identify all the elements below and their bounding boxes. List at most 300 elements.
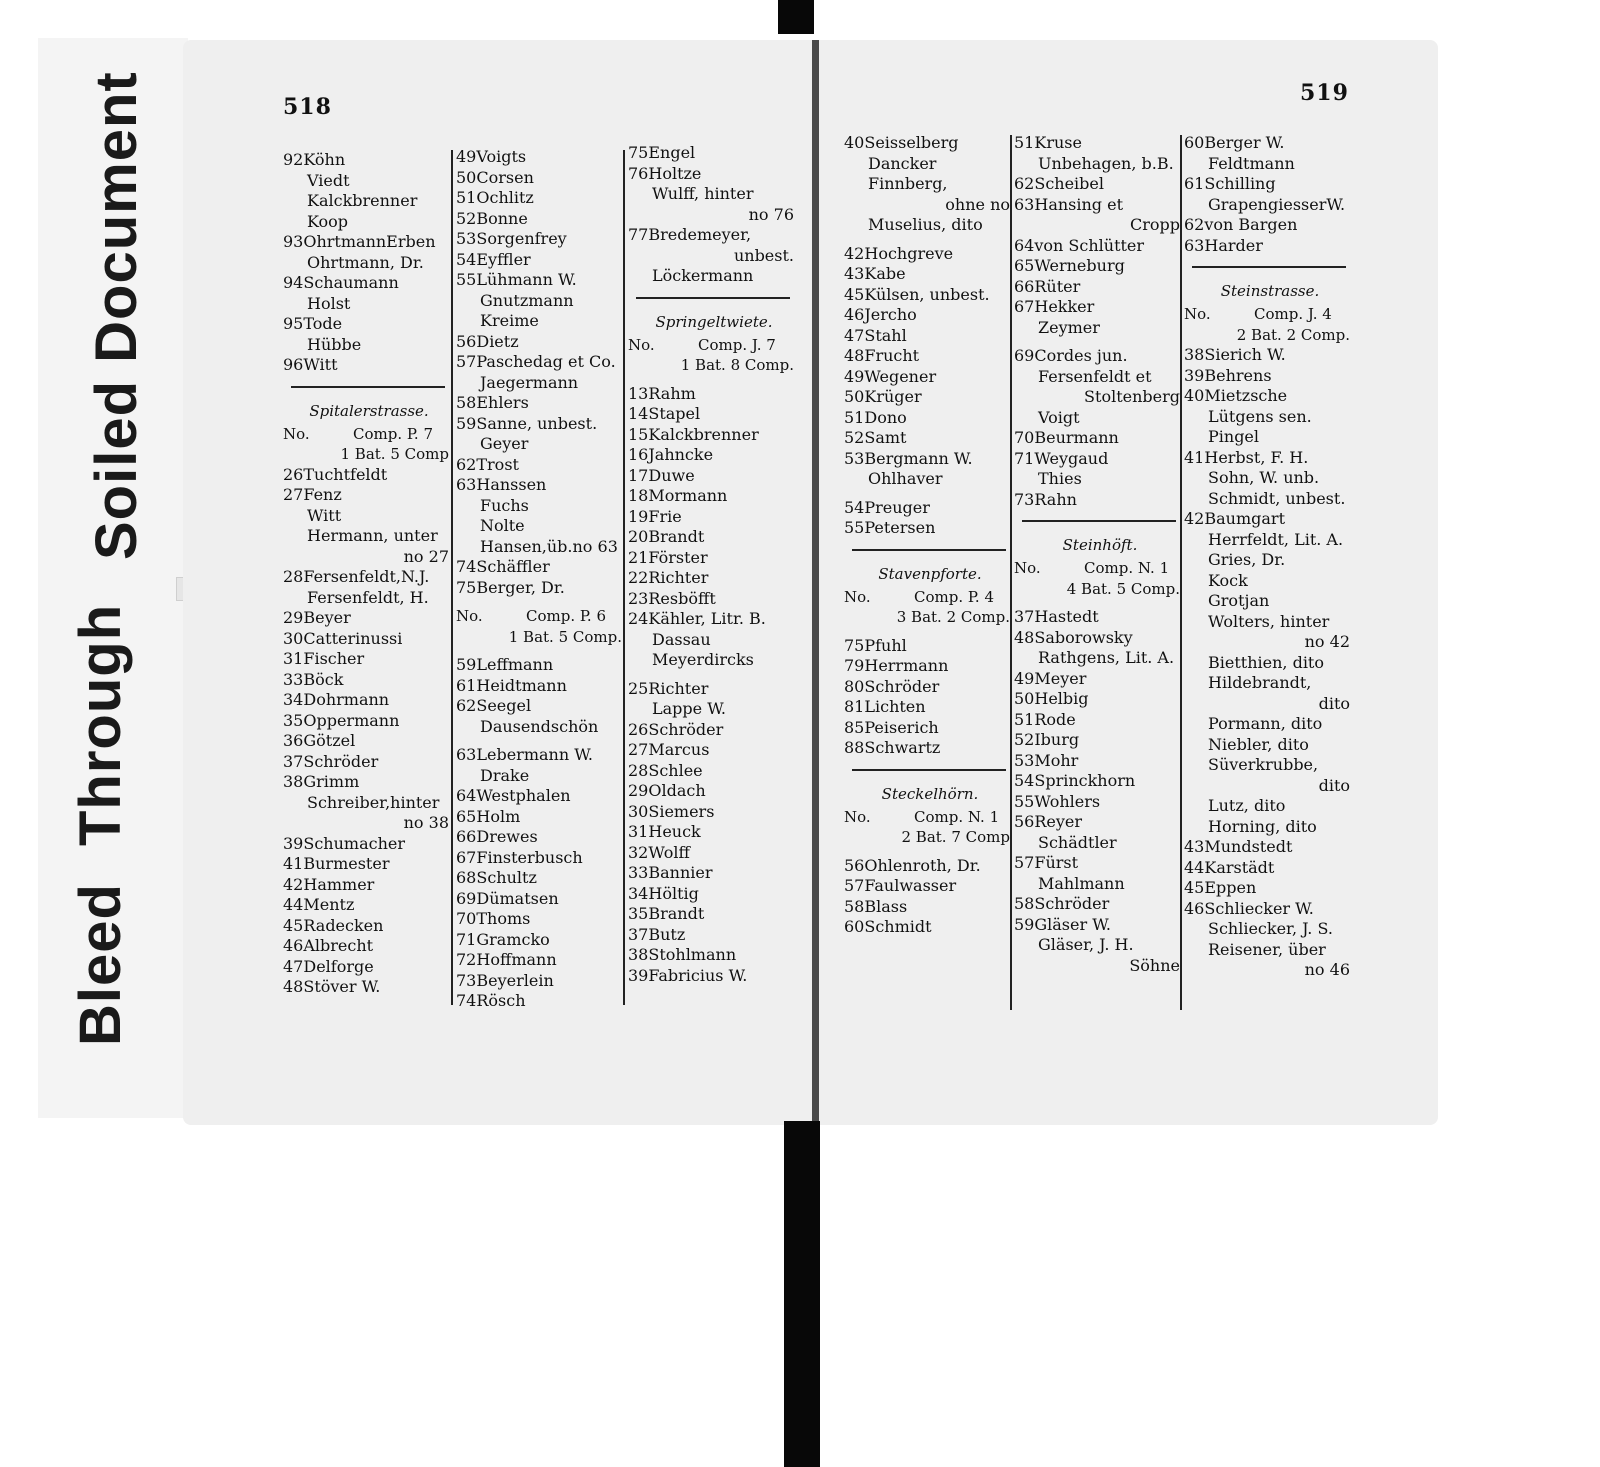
house-number: 65	[1014, 256, 1035, 275]
resident-name: Gläser W.	[1034, 914, 1111, 934]
street-heading: Springeltwiete.	[655, 312, 773, 331]
resident-name: Lichten	[864, 697, 926, 716]
resident-name: Baumgart	[1204, 509, 1285, 528]
house-entry	[1184, 345, 1356, 366]
resident-name: Heuck	[648, 822, 701, 841]
house-entry	[1014, 236, 1186, 257]
resident-name: Schliecker W.	[1204, 898, 1314, 918]
resident-name: Peiserich	[864, 717, 939, 737]
house-entry	[456, 655, 628, 676]
company-no-label: No.	[283, 424, 310, 443]
house-number: 49	[844, 366, 865, 386]
resident-entry: Sohn, W. unb.	[1208, 468, 1320, 487]
company-no-label: No.	[1184, 305, 1211, 323]
house-number: 57	[1014, 853, 1035, 872]
resident-name: Preuger	[864, 497, 930, 517]
house-entry	[456, 147, 628, 168]
resident-name: Berger, Dr.	[476, 577, 565, 597]
resident-name: Bredemeyer,	[648, 225, 752, 244]
house-number: 62	[1014, 174, 1035, 193]
house-number: 65	[456, 806, 477, 826]
house-entry	[456, 909, 628, 930]
resident-name: Engel	[648, 143, 696, 162]
resident-entry: Thies	[1038, 469, 1082, 488]
resident-name: Höltig	[648, 883, 699, 903]
house-entry	[283, 273, 455, 294]
house-entry	[628, 863, 800, 884]
house-entry	[1184, 236, 1356, 257]
resident-entry: Holst	[307, 293, 351, 313]
spacer	[844, 848, 1016, 856]
resident-name: Grimm	[303, 772, 360, 791]
battalion-line: 4 Bat. 5 Comp.	[1066, 579, 1180, 598]
street-heading: Steinstrasse.	[1220, 282, 1320, 300]
section-divider	[1184, 256, 1356, 278]
battalion-line: 1 Bat. 8 Comp.	[680, 356, 794, 374]
house-number: 71	[1014, 448, 1035, 468]
house-entry	[283, 731, 455, 752]
house-entry	[844, 264, 1016, 285]
resident-name: Schröder	[648, 719, 724, 739]
company-line	[283, 424, 455, 445]
resident-name: Kruse	[1034, 133, 1082, 152]
resident-entry: Grotjan	[1208, 591, 1270, 610]
house-entry	[1014, 346, 1186, 367]
house-entry	[283, 649, 455, 670]
house-entry	[844, 305, 1016, 326]
battalion-line: 1 Bat. 5 Comp	[340, 445, 449, 463]
resident-name: Böck	[303, 669, 344, 689]
house-entry	[628, 507, 800, 528]
house-entry	[844, 346, 1016, 367]
house-number: 69	[1014, 346, 1035, 365]
resident-name: Schröder	[864, 676, 940, 696]
resident-entry: Mahlmann	[1038, 873, 1125, 893]
house-number: 24	[628, 609, 649, 628]
resident-entry: Witt	[307, 505, 342, 525]
resident-name: Holm	[476, 806, 521, 826]
house-number: 52	[456, 208, 477, 228]
house-number: 33	[628, 863, 649, 882]
company-code: Comp. J. 4	[1254, 305, 1332, 323]
resident-entry: Gläser, J. H.	[1038, 935, 1134, 954]
company-line	[844, 807, 1016, 828]
house-number: 61	[456, 675, 477, 695]
house-number: 52	[844, 428, 865, 447]
house-entry	[1014, 297, 1186, 318]
resident-name: Bonne	[476, 208, 528, 228]
house-entry	[628, 761, 800, 782]
house-number: 75	[456, 577, 477, 597]
resident-name: Ehlers	[476, 393, 529, 412]
house-number: 27	[628, 740, 649, 759]
house-number: 70	[456, 909, 477, 928]
house-entry	[628, 548, 800, 569]
resident-name: Werneburg	[1034, 256, 1125, 275]
resident-entry: Meyerdircks	[652, 650, 754, 669]
resident-name: Schröder	[1034, 894, 1110, 913]
house-entry	[628, 822, 800, 843]
resident-entry: Geyer	[480, 434, 529, 453]
house-entry	[456, 745, 628, 766]
resident-name: Thoms	[476, 909, 531, 928]
house-entry	[456, 848, 628, 869]
resident-name: Westphalen	[476, 786, 571, 805]
section-divider	[844, 759, 1016, 781]
house-number: 59	[1014, 914, 1035, 934]
house-number: 61	[1184, 174, 1205, 193]
house-number: 60	[844, 917, 865, 936]
house-entry	[628, 925, 800, 946]
resident-name: von Bargen	[1204, 215, 1298, 234]
house-entry	[1014, 669, 1186, 690]
house-number: 51	[1014, 709, 1035, 729]
resident-name: Fabricius W.	[648, 965, 748, 985]
entry-continuation: Cropp	[1129, 215, 1180, 234]
house-entry	[1184, 133, 1356, 154]
label-bleed: Bleed	[68, 883, 133, 1046]
entry-continuation: dito	[1318, 775, 1350, 795]
resident-name: Behrens	[1204, 365, 1272, 385]
resident-name: Schmidt	[864, 917, 932, 936]
resident-name: Voigts	[476, 147, 527, 166]
resident-entry: Bietthien, dito	[1208, 652, 1324, 672]
house-number: 47	[283, 956, 304, 976]
house-entry	[283, 916, 455, 937]
house-entry	[283, 465, 455, 486]
house-entry	[1014, 628, 1186, 649]
resident-name: Bergmann W.	[864, 448, 973, 468]
house-number: 55	[1014, 791, 1035, 811]
resident-name: Rüter	[1034, 276, 1081, 296]
house-number: 56	[456, 331, 477, 351]
resident-name: Mentz	[303, 895, 355, 914]
house-number: 52	[1014, 730, 1035, 749]
house-entry	[628, 384, 800, 405]
resident-name: Fersenfeldt,N.J.	[303, 567, 430, 586]
house-number: 40	[1184, 386, 1205, 405]
resident-name: Fischer	[303, 649, 365, 668]
house-number: 38	[628, 945, 649, 964]
house-entry	[844, 636, 1016, 657]
house-entry	[283, 711, 455, 732]
house-entry	[283, 977, 455, 998]
house-number: 94	[283, 273, 304, 292]
house-entry	[1014, 277, 1186, 298]
house-entry	[1014, 607, 1186, 628]
house-entry	[283, 752, 455, 773]
house-number: 77	[628, 225, 649, 244]
resident-name: Dietz	[476, 331, 519, 351]
house-entry	[844, 876, 1016, 897]
battalion-line: 1 Bat. 5 Comp.	[508, 627, 622, 646]
company-code: Comp. P. 4	[914, 587, 995, 606]
house-entry	[283, 150, 455, 171]
house-entry	[844, 518, 1016, 539]
house-number: 28	[283, 567, 304, 586]
resident-name: Delforge	[303, 956, 374, 976]
house-entry	[844, 367, 1016, 388]
house-entry	[628, 884, 800, 905]
house-entry	[844, 285, 1016, 306]
resident-name: Hanssen	[476, 475, 547, 494]
house-entry	[1014, 428, 1186, 449]
house-entry	[1014, 771, 1186, 792]
company-no-label: No.	[456, 607, 483, 625]
company-line	[1184, 304, 1356, 325]
house-number: 41	[1184, 447, 1205, 467]
spacer	[628, 376, 800, 384]
house-number: 63	[1184, 235, 1205, 255]
resident-entry: Nolte	[480, 516, 525, 535]
house-entry	[628, 945, 800, 966]
house-entry	[1014, 195, 1186, 216]
house-entry	[1014, 710, 1186, 731]
resident-entry: Hildebrandt,	[1208, 673, 1312, 692]
company-line	[844, 587, 1016, 608]
house-entry	[844, 656, 1016, 677]
resident-name: Iburg	[1034, 730, 1080, 749]
resident-name: Sierich W.	[1204, 345, 1286, 364]
resident-entry: Drake	[480, 765, 530, 785]
house-number: 53	[844, 448, 865, 468]
resident-entry: Herrfeldt, Lit. A.	[1208, 529, 1344, 549]
resident-name: Külsen, unbest.	[864, 284, 990, 304]
resident-name: Hansing et	[1034, 194, 1124, 214]
resident-entry: Kock	[1208, 570, 1248, 590]
spacer	[628, 671, 800, 679]
resident-name: Butz	[648, 924, 686, 944]
resident-entry: Kalckbrenner	[307, 191, 418, 210]
street-heading: Steinhöft.	[1062, 536, 1138, 554]
house-entry	[1184, 878, 1356, 899]
house-entry	[628, 589, 800, 610]
house-entry	[283, 875, 455, 896]
house-entry	[456, 270, 628, 291]
resident-name: OhrtmannErben	[303, 232, 436, 251]
house-number: 55	[456, 270, 477, 289]
spacer	[844, 628, 1016, 636]
resident-entry: Fersenfeldt, H.	[307, 587, 429, 607]
house-number: 37	[283, 751, 304, 771]
house-entry	[628, 802, 800, 823]
house-number: 58	[1014, 894, 1035, 913]
resident-name: Krüger	[864, 387, 922, 406]
house-number: 58	[456, 393, 477, 412]
resident-name: Eppen	[1204, 878, 1257, 897]
house-entry	[628, 966, 800, 987]
house-entry	[283, 232, 455, 253]
house-entry	[1014, 792, 1186, 813]
resident-entry: Pingel	[1208, 427, 1260, 446]
entry-continuation: no 46	[1304, 960, 1350, 979]
resident-name: Herrmann	[864, 656, 949, 675]
house-number: 19	[628, 506, 649, 526]
resident-name: Marcus	[648, 740, 710, 759]
house-entry	[283, 834, 455, 855]
house-entry	[1184, 215, 1356, 236]
resident-name: Reyer	[1034, 812, 1083, 831]
house-number: 63	[1014, 194, 1035, 214]
company-line	[1014, 558, 1186, 579]
house-entry	[628, 225, 800, 246]
resident-name: Faulwasser	[864, 876, 957, 895]
house-number: 35	[628, 904, 649, 923]
resident-name: Mietzsche	[1204, 386, 1288, 405]
house-number: 37	[1014, 607, 1035, 626]
company-line	[628, 335, 800, 356]
house-number: 67	[456, 847, 477, 867]
section-divider	[1014, 510, 1186, 532]
house-number: 88	[844, 738, 865, 757]
resident-entry: Schmidt, unbest.	[1208, 488, 1346, 508]
resident-name: Mormann	[648, 486, 728, 505]
house-entry	[456, 475, 628, 496]
house-number: 96	[283, 355, 304, 374]
house-entry	[1014, 915, 1186, 936]
company-code: Comp. N. 1	[1084, 559, 1170, 577]
house-entry	[628, 527, 800, 548]
house-entry	[628, 445, 800, 466]
resident-name: Richter	[648, 678, 709, 698]
resident-name: Fürst	[1034, 853, 1079, 872]
house-number: 34	[628, 883, 649, 903]
house-entry	[628, 404, 800, 425]
binding-clip-top	[778, 0, 814, 34]
house-entry	[456, 229, 628, 250]
house-number: 54	[1014, 771, 1035, 790]
house-number: 47	[844, 325, 865, 345]
house-entry	[456, 209, 628, 230]
resident-name: Götzel	[303, 731, 356, 750]
house-number: 35	[283, 710, 304, 730]
house-number: 38	[283, 772, 304, 791]
resident-name: Holtze	[648, 163, 702, 183]
house-entry	[456, 455, 628, 476]
house-entry	[1014, 174, 1186, 195]
house-number: 30	[283, 628, 304, 648]
resident-name: Wohlers	[1034, 791, 1101, 811]
left-page-number: 518	[283, 94, 332, 120]
resident-entry: Fersenfeldt et	[1038, 366, 1152, 386]
house-number: 46	[844, 305, 865, 324]
resident-entry: Voigt	[1038, 407, 1080, 427]
resident-entry: Niebler, dito	[1208, 734, 1309, 754]
resident-name: Tuchtfeldt	[303, 464, 388, 484]
house-number: 44	[1184, 857, 1205, 877]
resident-name: Frucht	[864, 346, 920, 365]
entry-continuation: Söhne	[1129, 955, 1180, 975]
house-entry	[456, 827, 628, 848]
resident-entry: Zeymer	[1038, 317, 1100, 337]
house-number: 56	[1014, 812, 1035, 831]
house-number: 17	[628, 465, 649, 485]
resident-name: Brandt	[648, 527, 705, 546]
house-entry	[283, 690, 455, 711]
house-entry	[628, 843, 800, 864]
resident-entry: Gries, Dr.	[1208, 550, 1286, 569]
spacer	[456, 598, 628, 606]
house-entry	[1184, 386, 1356, 407]
resident-name: Stapel	[648, 404, 701, 423]
resident-name: Beurmann	[1034, 428, 1119, 447]
house-number: 25	[628, 678, 649, 698]
house-number: 42	[844, 243, 865, 263]
resident-entry: Schädtler	[1038, 832, 1117, 852]
resident-name: Eyffler	[476, 249, 531, 269]
resident-name: Paschedag et Co.	[476, 352, 616, 371]
house-entry	[283, 936, 455, 957]
house-entry	[283, 314, 455, 335]
resident-name: Rahm	[648, 383, 696, 403]
entry-continuation: unbest.	[733, 245, 794, 265]
house-entry	[1014, 689, 1186, 710]
resident-name: Cordes jun.	[1034, 346, 1128, 365]
house-entry	[628, 609, 800, 630]
house-entry	[283, 957, 455, 978]
house-number: 48	[283, 977, 304, 996]
house-entry	[844, 718, 1016, 739]
house-number: 32	[628, 842, 649, 862]
label-soiled-document: Soiled Document	[84, 71, 149, 560]
house-entry	[283, 895, 455, 916]
house-number: 49	[1014, 668, 1035, 688]
right-page-number: 519	[1300, 80, 1349, 106]
resident-entry: Süverkrubbe,	[1208, 755, 1319, 774]
resident-entry: Schreiber,hinter	[307, 792, 440, 812]
house-number: 79	[844, 656, 865, 675]
entry-continuation: no 38	[403, 813, 449, 832]
house-number: 40	[844, 133, 865, 152]
resident-entry: Fuchs	[480, 495, 529, 515]
resident-name: Leffmann	[476, 655, 554, 674]
right-column-3	[1184, 133, 1356, 981]
house-entry	[456, 168, 628, 189]
house-entry	[456, 352, 628, 373]
resident-name: Gramcko	[476, 929, 550, 949]
house-entry	[456, 930, 628, 951]
house-number: 75	[628, 143, 649, 162]
right-column-1	[844, 133, 1016, 938]
resident-name: Schröder	[303, 751, 379, 771]
house-number: 37	[628, 924, 649, 944]
house-entry	[283, 485, 455, 506]
house-entry	[1184, 837, 1356, 858]
company-no-label: No.	[1014, 559, 1041, 577]
house-entry	[456, 889, 628, 910]
resident-name: Hekker	[1034, 297, 1095, 316]
house-number: 34	[283, 690, 304, 709]
resident-entry: Dausendschön	[480, 716, 599, 736]
resident-name: Radecken	[303, 915, 384, 935]
house-number: 39	[1184, 365, 1205, 385]
house-entry	[283, 355, 455, 376]
house-number: 20	[628, 527, 649, 546]
resident-entry: Jaegermann	[480, 372, 579, 392]
resident-name: Stöver W.	[303, 977, 381, 996]
left-column-3	[628, 143, 800, 986]
house-number: 31	[283, 649, 304, 668]
house-number: 50	[456, 167, 477, 187]
house-number: 85	[844, 717, 865, 737]
house-number: 42	[283, 874, 304, 894]
house-entry	[844, 449, 1016, 470]
resident-entry: Hermann, unter	[307, 526, 438, 545]
resident-name: Mundstedt	[1204, 837, 1293, 856]
house-entry	[844, 408, 1016, 429]
resident-name: Oldach	[648, 781, 706, 800]
house-entry	[1184, 174, 1356, 195]
